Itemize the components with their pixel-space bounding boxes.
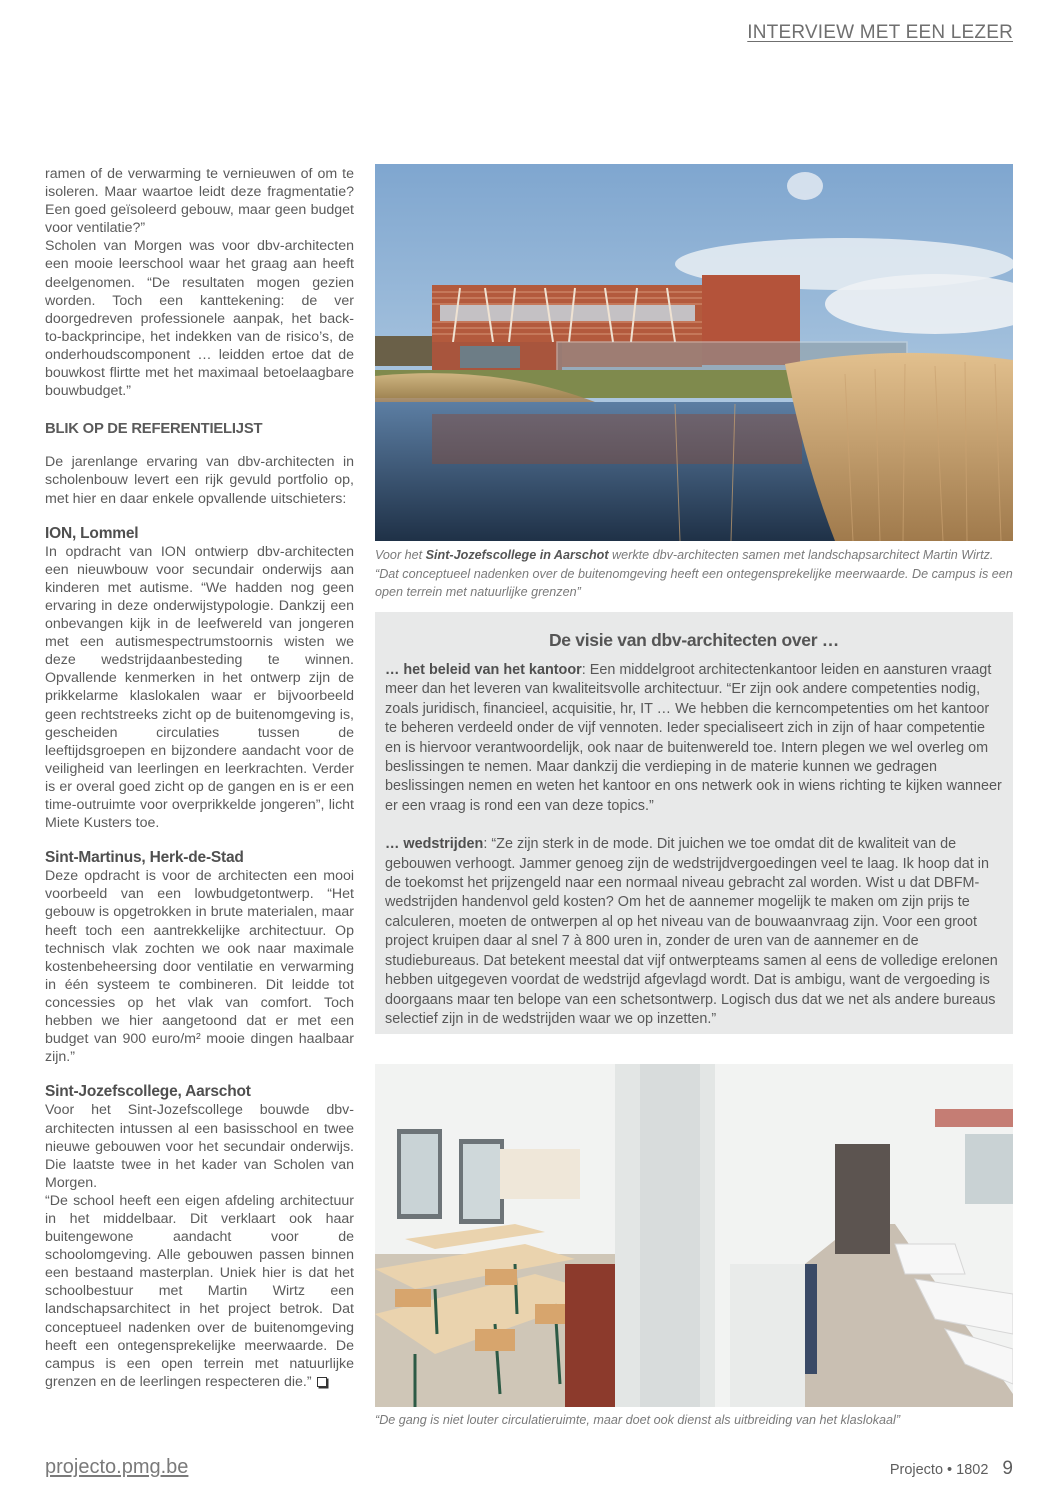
magazine-issue: Projecto • 1802 bbox=[889, 1462, 989, 1478]
article-left-column bbox=[45, 165, 354, 1391]
intro-paragraph: ramen of de verwarming te vernieuwen of om te isoleren. Maar waartoe leidt deze fragmentatie? Een goed geïsoleerd gebouw, maar geen budget voor ventilatie?” bbox=[45, 166, 354, 237]
footer-folio bbox=[890, 1458, 1013, 1480]
photo-interior-classroom-corridor bbox=[375, 1064, 1013, 1407]
running-head: INTERVIEW MET EEN LEZER bbox=[747, 22, 1013, 43]
project-title-sint-jozefscollege: Sint-Jozefscollege, Aarschot bbox=[45, 1083, 251, 1101]
sidebar-box-visie bbox=[375, 612, 1013, 1034]
photo-exterior-caption: Voor het Sint-Jozefscollege in Aarschot werkte dbv-architecten samen met landschapsarchitect Martin Wirtz. “Dat conceptueel nadenken over de buitenomgeving heeft een ontegensprekelijke meerwaarde. De campus is een open terrein met natuurlijke grenzen” bbox=[375, 548, 1013, 599]
photo-interior-caption: “De gang is niet louter circulatieruimte, maar doet ook dienst als uitbreiding van het klaslokaal” bbox=[375, 1413, 901, 1427]
column bbox=[640, 1064, 700, 1407]
visie-item-beleid: … het beleid van het kantoor: Een middelgroot architectenkantoor leiden en aansturen vraagt meer dan het leveren van kwaliteitsvolle architectuur. “Er zijn ook andere competenties nodig, zoals juridisch, financieel, acquisitie, hr, IT … We hebben die kerncompetenties om het kantoor te beheren verdeeld onder de vijf vennoten. Ieder specialiseert zich in zijn of haar competentie en is hiervoor verantwoordelijk, ook naar de buitenwereld toe. Intern plegen we wel overleg om beslissingen te nemen. Maar dankzij die verdieping in de materie kunnen we gedragen beslissingen nemen en weten het kantoor en ons netwerk ook in wiens richting te kijken wanneer er een vraag is rond een van deze topics.” bbox=[385, 662, 1002, 814]
section-heading: BLIK OP DE REFERENTIELIJST bbox=[45, 421, 263, 438]
end-of-article-square-icon bbox=[317, 1377, 327, 1387]
interior-photo-illustration bbox=[375, 1064, 1013, 1407]
cloud bbox=[787, 172, 823, 200]
project-text-sint-jozefscollege-quote: “De school heeft een eigen afdeling architectuur in het middelbaar. Dit verklaart ook haar buitengewone aandacht voor de schoolomgeving. Alle gebouwen passen binnen een bestaand masterplan. Uniek hier is dat het schoolbestuur met Martin Wirtz een landschapsarchitect in het project betrok. Dat conceptueel nadenken over de buitenomgeving heeft een ontegensprekelijke meerwaarde. De campus is een open terrein met natuurlijke grenzen en de leerlingen respecteren die.” bbox=[45, 1192, 354, 1390]
classroom-window-glass bbox=[463, 1144, 500, 1219]
project-text-ion: In opdracht van ION ontwierp dbv-architecten een nieuwbouw voor secundair onderwijs aan kinderen met autisme. “We hadden nog geen ervaring in deze onderwijstypologie. Dankzij een onbevangen kijk in de leefwereld van jongeren met een autismespectrumstoornis wisten we deze wedstrijdaanbesteding te winnen. Opvallende kenmerken in het ontwerp zijn de prikkelarme klaslokalen waar er bijvoorbeeld geen rechtstreeks zicht op de buitenomgeving is, gescheiden circulaties tussen de leeftijdsgroepen en bijzondere aandacht voor de veiligheid van leerlingen en leerkrachten. Verder is er overal goed zicht op de gangen en is er een time-outruimte voor overprikkelde jongeren”, licht Miete Kusters toe. bbox=[45, 543, 354, 832]
ground-floor-windows bbox=[460, 346, 520, 368]
exterior-photo-illustration bbox=[375, 164, 1013, 541]
photo-exterior-sint-jozefscollege bbox=[375, 164, 1013, 541]
footer-website-link[interactable]: projecto.pmg.be bbox=[45, 1456, 189, 1478]
corridor-dark-wall bbox=[835, 1144, 890, 1254]
classroom-door bbox=[565, 1264, 615, 1407]
corridor-cabinet bbox=[730, 1264, 805, 1407]
project-title-sint-martinus: Sint-Martinus, Herk-de-Stad bbox=[45, 849, 244, 867]
sidebar-box-title: De visie van dbv-architecten over … bbox=[548, 630, 840, 650]
building-reflection bbox=[432, 414, 802, 464]
building-window-band bbox=[440, 305, 695, 321]
project-title-ion: ION, Lommel bbox=[45, 524, 139, 542]
classroom-window-glass bbox=[401, 1134, 438, 1214]
visie-item-wedstrijden: … wedstrijden: “Ze zijn sterk in de mode. Dit juichen we toe omdat dit de kwaliteit van de gebouwen verhoogt. Jammer genoeg zijn de wedstrijdvergoedingen veel te laag. Ik hoop dat in de toekomst het prijzengeld naar een normaal niveau gebracht zal worden. Wist u dat DBFM-wedstrijden handenvol geld kosten? Om het de aannemer mogelijk te maken om zijn prijs te calculeren, moeten de ontwerpen al op het niveau van de bouwaanvraag zijn. Voor een groot project kruipen daar al snel 7 à 800 uren in, zonder de uren van de aannemer en de studiebureaus. Dat betekent meestal dat vijf ontwerpteams samen al eens de volledige erelonen hebben uitgegeven voordat de wedstrijd afgevlagd wordt. Dat is ambigu, want de vergoeding is doorgaans maar ten belope van een schetsontwerp. Logisch dus dat we net als andere bureaus selectief zijn in de wedstrijden waar we op inzetten.” bbox=[385, 836, 998, 1027]
caption-emphasis: Sint-Jozefscollege in Aarschot bbox=[425, 548, 609, 562]
corridor-window bbox=[965, 1134, 1013, 1204]
bunting-drawings bbox=[935, 1109, 1013, 1127]
treeline bbox=[375, 336, 435, 366]
section-intro: De jarenlange ervaring van dbv-architecten in scholenbouw levert een rijk gevuld portfolio op, met hier en daar enkele opvallende uitschieters: bbox=[45, 454, 354, 507]
intro-paragraph: Scholen van Morgen was voor dbv-architecten een mooie leerschool waar het graag aan heeft deelgenomen. “De resultaten mogen gezien worden. Toch een kanttekening: de ver doorgedreven professionele aanpak, het back-to-backprincipe, het indekken van de risico’s, de onderhoudscomponent … leidden ertoe dat de bouwkost flirtte met het maximaal betoelaagbare bouwbudget.” bbox=[45, 238, 354, 400]
sidebar-box-body bbox=[375, 661, 1013, 1029]
project-text-sint-martinus: Deze opdracht is voor de architecten een mooi voorbeeld van een lowbudgetontwerp. “Het gebouw is opgetrokken in brute materialen, maar heeft toch een aantrekkelijke architectuur. Op technisch vlak zochten we ook naar maximale kostenbeheersing door ventilatie en verwarming in één systeem te combineren. Dit leidde tot concessies op het vlak van comfort. Toch hebben we hier aangetoond dat er met een budget van 900 euro/m² mooie dingen haalbaar zijn.” bbox=[45, 868, 354, 1066]
pinboard bbox=[500, 1149, 580, 1199]
backpacks bbox=[805, 1264, 817, 1374]
page-number: 9 bbox=[1002, 1458, 1013, 1479]
project-text-sint-jozefscollege: Voor het Sint-Jozefscollege bouwde dbv-architecten intussen al een basisschool en twee nieuwe gebouwen voor het secundair onderwijs. Die laatste twee in het kader van Scholen van Morgen. bbox=[45, 1102, 354, 1191]
